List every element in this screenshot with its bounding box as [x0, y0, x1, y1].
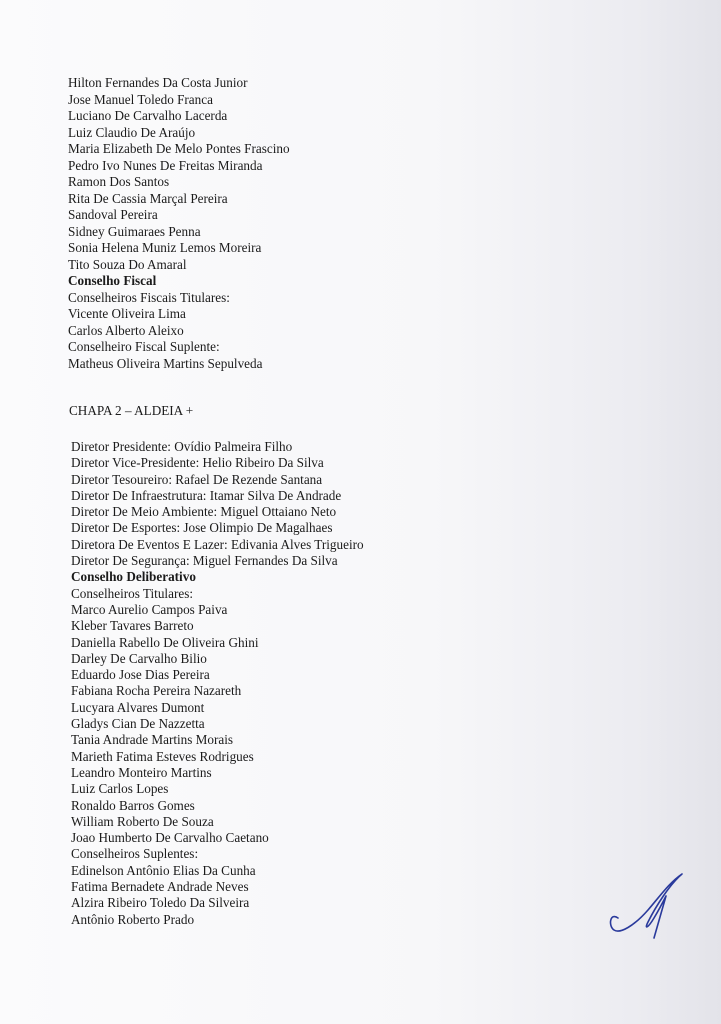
list-item: Fabiana Rocha Pereira Nazareth: [71, 683, 242, 699]
list-item: Diretor De Segurança: Miguel Fernandes Da Silva: [71, 553, 338, 569]
list-item: Luiz Carlos Lopes: [71, 781, 169, 797]
list-item: Matheus Oliveira Martins Sepulveda: [68, 355, 263, 371]
list-item: Diretor De Infraestrutura: Itamar Silva De Andrade: [71, 487, 342, 503]
list-item: Antônio Roberto Prado: [71, 911, 195, 927]
list-item: Alzira Ribeiro Toledo Da Silveira: [71, 895, 250, 911]
list-item: Luiz Claudio De Araújo: [68, 124, 196, 140]
list-item: Vicente Oliveira Lima: [68, 306, 186, 321]
list-item: Luciano De Carvalho Lacerda: [68, 108, 228, 123]
list-item: Darley De Carvalho Bilio: [71, 650, 207, 666]
list-item: Conselheiros Suplentes:: [71, 846, 199, 862]
list-item: Marieth Fatima Esteves Rodrigues: [71, 748, 254, 764]
list-item: Gladys Cian De Nazzetta: [71, 716, 205, 732]
list-item: Fatima Bernadete Andrade Neves: [71, 879, 249, 895]
list-item: Jose Manuel Toledo Franca: [68, 91, 213, 107]
list-item: Diretora De Eventos E Lazer: Edivania Alves Trigueiro: [71, 536, 364, 552]
list-item: Hilton Fernandes Da Costa Junior: [68, 75, 248, 90]
list-item: Daniella Rabello De Oliveira Ghini: [71, 634, 259, 650]
list-item: Diretor Tesoureiro: Rafael De Rezende Santana: [71, 471, 323, 487]
list-item: Pedro Ivo Nunes De Freitas Miranda: [68, 157, 263, 173]
list-item: Conselheiro Fiscal Suplente:: [68, 339, 220, 354]
list-item: Eduardo Jose Dias Pereira: [71, 667, 210, 683]
signature-stroke: [611, 874, 682, 938]
list-item: Maria Elizabeth De Melo Pontes Frascino: [68, 141, 290, 156]
list-item: Lucyara Alvares Dumont: [71, 699, 205, 715]
list-item: Conselheiros Fiscais Titulares:: [68, 289, 230, 305]
list-item: Sandoval Pereira: [68, 207, 158, 222]
list-item: Rita De Cassia Marçal Pereira: [68, 190, 228, 206]
list-item: Ramon Dos Santos: [68, 174, 170, 189]
list-item: Joao Humberto De Carvalho Caetano: [71, 830, 269, 846]
list-item: Edinelson Antônio Elias Da Cunha: [71, 862, 256, 878]
section-heading-conselho-fiscal: Conselho Fiscal: [68, 273, 157, 288]
member-list-chapa: [71, 439, 364, 928]
list-item: William Roberto De Souza: [71, 813, 214, 829]
list-item: Kleber Tavares Barreto: [71, 618, 194, 634]
handwritten-signature: [604, 866, 688, 940]
list-item: Tania Andrade Martins Morais: [71, 732, 234, 748]
list-item: Tito Souza Do Amaral: [68, 256, 187, 272]
member-list-top: [68, 75, 290, 372]
list-item: Conselheiros Titulares:: [71, 585, 193, 601]
list-item: Sonia Helena Muniz Lemos Moreira: [68, 240, 262, 255]
list-item: Ronaldo Barros Gomes: [71, 797, 195, 813]
list-item: Marco Aurelio Campos Paiva: [71, 601, 228, 617]
list-item: Leandro Monteiro Martins: [71, 764, 212, 780]
list-item: Diretor Vice-Presidente: Helio Ribeiro Da Silva: [71, 455, 324, 471]
list-item: Carlos Alberto Aleixo: [68, 322, 184, 338]
section-heading-conselho-deliberativo: Conselho Deliberativo: [71, 569, 196, 585]
chapa-title: CHAPA 2 – ALDEIA +: [69, 403, 194, 418]
list-item: Diretor Presidente: Ovídio Palmeira Filho: [71, 439, 293, 454]
list-item: Sidney Guimaraes Penna: [68, 223, 201, 239]
list-item: Diretor De Esportes: Jose Olimpio De Magalhaes: [71, 520, 333, 536]
list-item: Diretor De Meio Ambiente: Miguel Ottaiano Neto: [71, 504, 337, 520]
